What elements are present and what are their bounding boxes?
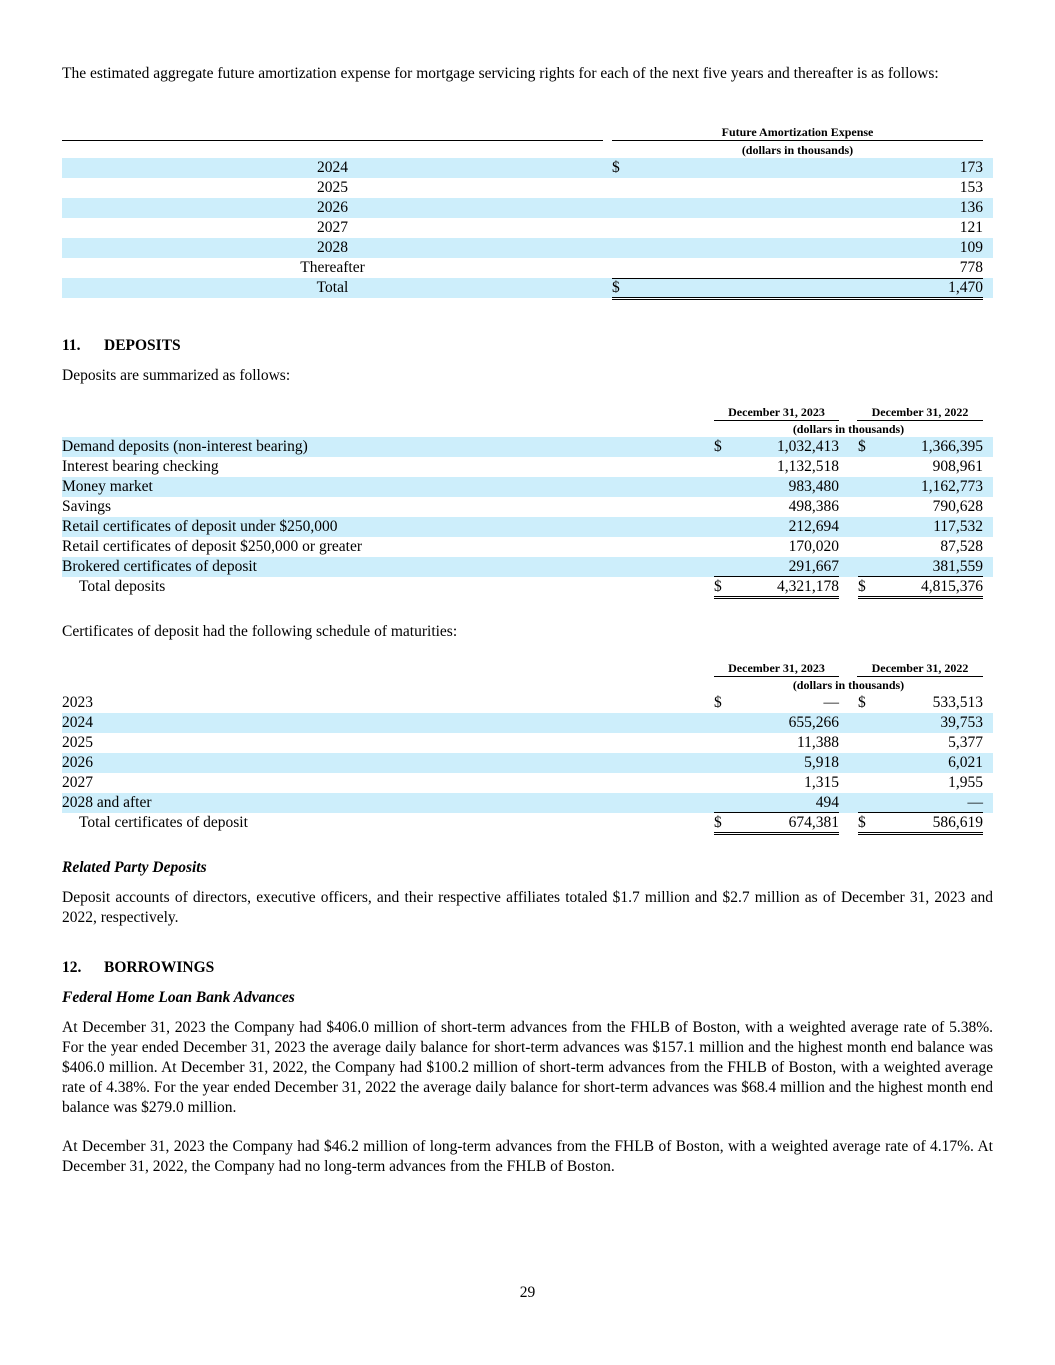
table-row	[62, 557, 993, 577]
year-label: 2028	[317, 239, 348, 256]
related-party-title: Related Party Deposits	[62, 859, 207, 876]
total-double-rule	[612, 297, 983, 300]
value-2022: 1,955	[948, 774, 983, 791]
total-2022: 586,619	[932, 814, 983, 831]
value-2022: 1,162,773	[921, 478, 983, 495]
deposits-intro: Deposits are summarized as follows:	[62, 367, 291, 384]
value-2023: 655,266	[788, 714, 839, 731]
dollar-sign: $	[612, 279, 620, 296]
borrowings-para-1: At December 31, 2023 the Company had $406.0 million of short-term advances from the FHLB of Boston, with a weighted average rate of 5.38%. For the year ended December 31, 2023 the average daily balance for short-term advances was $157.1 million and the highest month end balance was $406.0 million. At December 31, 2022, the Company had $100.2 million of short-term advances from the FHLB of Boston, with a weighted average rate of 4.38%. For the year ended December 31, 2022 the average daily balance for short-term advances was $68.4 million and the highest month end balance was $279.0 million.	[62, 1019, 993, 1116]
value-2023: 494	[815, 794, 839, 811]
total-double-rule	[714, 832, 839, 835]
deposits-col1-rule	[714, 420, 839, 421]
row-label: Retail certificates of deposit under $250,000	[62, 518, 338, 535]
row-label: Brokered certificates of deposit	[62, 558, 257, 575]
cd-col2-header: December 31, 2022	[871, 661, 969, 675]
row-label: Savings	[62, 498, 112, 515]
amortization-value: 778	[959, 259, 983, 276]
value-2022: 908,961	[932, 458, 983, 475]
subtotal-rule	[612, 278, 983, 279]
value-2023: 1,032,413	[777, 438, 839, 455]
dollar-sign: $	[858, 814, 866, 831]
amortization-value: 121	[959, 219, 983, 236]
dollar-sign: $	[714, 578, 722, 595]
value-2023: 11,388	[796, 734, 839, 751]
value-2022: —	[967, 794, 983, 811]
header-rule	[612, 140, 983, 141]
dollar-sign: $	[714, 694, 722, 711]
table-row	[62, 753, 993, 773]
deposits-section-number: 11.	[62, 337, 81, 354]
dollar-sign: $	[858, 578, 866, 595]
label-column-rule	[62, 140, 603, 141]
total-double-rule	[858, 596, 983, 599]
table-row	[62, 258, 993, 278]
table-row	[62, 238, 993, 258]
total-2022: 4,815,376	[921, 578, 983, 595]
total-2023: 674,381	[788, 814, 839, 831]
total-double-rule	[858, 832, 983, 835]
value-2022: 790,628	[932, 498, 983, 515]
total-label: Total deposits	[79, 578, 166, 595]
value-2023: 1,315	[804, 774, 839, 791]
value-2022: 39,753	[940, 714, 983, 731]
table-row	[62, 733, 993, 753]
page-number: 29	[519, 1284, 536, 1301]
table-row	[62, 477, 993, 497]
deposits-col2-header: December 31, 2022	[871, 405, 969, 419]
amortization-table	[62, 120, 993, 310]
row-label: Money market	[62, 478, 153, 495]
total-value: 1,470	[948, 279, 983, 296]
value-2022: 6,021	[948, 754, 983, 771]
cd-units: (dollars in thousands)	[792, 678, 905, 692]
related-party-text: Deposit accounts of directors, executive officers, and their respective affiliates totaled $1.7 million and $2.7 million as of December 31, 2023 and 2022, respectively.	[62, 889, 993, 926]
row-label: Retail certificates of deposit $250,000 or greater	[62, 538, 362, 555]
row-label: 2026	[62, 754, 93, 771]
table-row	[62, 158, 993, 178]
deposits-col2-rule	[857, 420, 983, 421]
deposits-units: (dollars in thousands)	[792, 422, 905, 436]
total-2023: 4,321,178	[777, 578, 839, 595]
amortization-intro: The estimated aggregate future amortization expense for mortgage servicing rights for each of the next five years and thereafter is as follows:	[62, 65, 939, 82]
borrowings-section-title: BORROWINGS	[104, 959, 215, 976]
value-2023: 5,918	[804, 754, 839, 771]
row-label: Interest bearing checking	[62, 458, 219, 475]
amortization-value: 153	[959, 179, 983, 196]
dollar-sign: $	[714, 438, 722, 455]
total-label: Total certificates of deposit	[79, 814, 248, 831]
row-label: 2024	[62, 714, 93, 731]
value-2022: 533,513	[932, 694, 983, 711]
value-2022: 87,528	[940, 538, 983, 555]
deposits-heading	[62, 336, 181, 356]
table-total-row	[62, 577, 993, 597]
table-row	[62, 437, 993, 457]
value-2022: 381,559	[932, 558, 983, 575]
table-row	[62, 517, 993, 537]
row-label: Demand deposits (non-interest bearing)	[62, 438, 308, 455]
dollar-sign: $	[714, 814, 722, 831]
dollar-sign: $	[612, 159, 620, 176]
deposits-col1-header: December 31, 2023	[728, 405, 825, 419]
value-2023: 212,694	[788, 518, 839, 535]
table-row	[62, 198, 993, 218]
table-row	[62, 693, 993, 713]
cd-col2-rule	[857, 676, 983, 677]
table-row	[62, 793, 993, 813]
amortization-value: 109	[959, 239, 983, 256]
value-2023: 170,020	[788, 538, 839, 555]
amortization-value: 136	[959, 199, 983, 216]
table-row	[62, 218, 993, 238]
table-row	[62, 537, 993, 557]
table-row	[62, 773, 993, 793]
total-label: Total	[316, 279, 349, 296]
value-2022: 5,377	[948, 734, 983, 751]
value-2023: —	[823, 694, 839, 711]
fhlb-subtitle: Federal Home Loan Bank Advances	[62, 989, 295, 1006]
table-row	[62, 497, 993, 517]
value-2022: 117,532	[933, 518, 983, 535]
row-label: 2027	[62, 774, 93, 791]
borrowings-para-2: At December 31, 2023 the Company had $46.2 million of long-term advances from the FHLB of Boston, with a weighted average rate of 4.17%. At December 31, 2022, the Company had no long-term advances from the FHLB of Boston.	[62, 1138, 993, 1175]
value-2023: 291,667	[788, 558, 839, 575]
row-label: 2023	[62, 694, 93, 711]
year-label: 2027	[317, 219, 348, 236]
year-label: Thereafter	[300, 259, 365, 276]
amortization-col-header: Future Amortization Expense	[721, 125, 874, 139]
deposits-section-title: DEPOSITS	[104, 337, 181, 354]
cd-intro: Certificates of deposit had the following schedule of maturities:	[62, 623, 458, 640]
table-row	[62, 713, 993, 733]
row-label: 2028 and after	[62, 794, 152, 811]
dollar-sign: $	[858, 438, 866, 455]
value-2023: 983,480	[788, 478, 839, 495]
total-double-rule	[714, 596, 839, 599]
borrowings-heading	[62, 958, 214, 978]
table-total-row	[62, 278, 993, 298]
cd-col1-rule	[714, 676, 839, 677]
year-label: 2024	[317, 159, 348, 176]
amortization-value: 173	[959, 159, 983, 176]
amortization-units: (dollars in thousands)	[741, 143, 854, 157]
value-2022: 1,366,395	[921, 438, 983, 455]
value-2023: 498,386	[788, 498, 839, 515]
table-row	[62, 178, 993, 198]
row-label: 2025	[62, 734, 93, 751]
borrowings-section-number: 12.	[62, 959, 82, 976]
year-label: 2025	[317, 179, 348, 196]
dollar-sign: $	[858, 694, 866, 711]
cd-col1-header: December 31, 2023	[728, 661, 825, 675]
table-total-row	[62, 813, 993, 833]
table-row	[62, 457, 993, 477]
value-2023: 1,132,518	[777, 458, 839, 475]
year-label: 2026	[317, 199, 348, 216]
